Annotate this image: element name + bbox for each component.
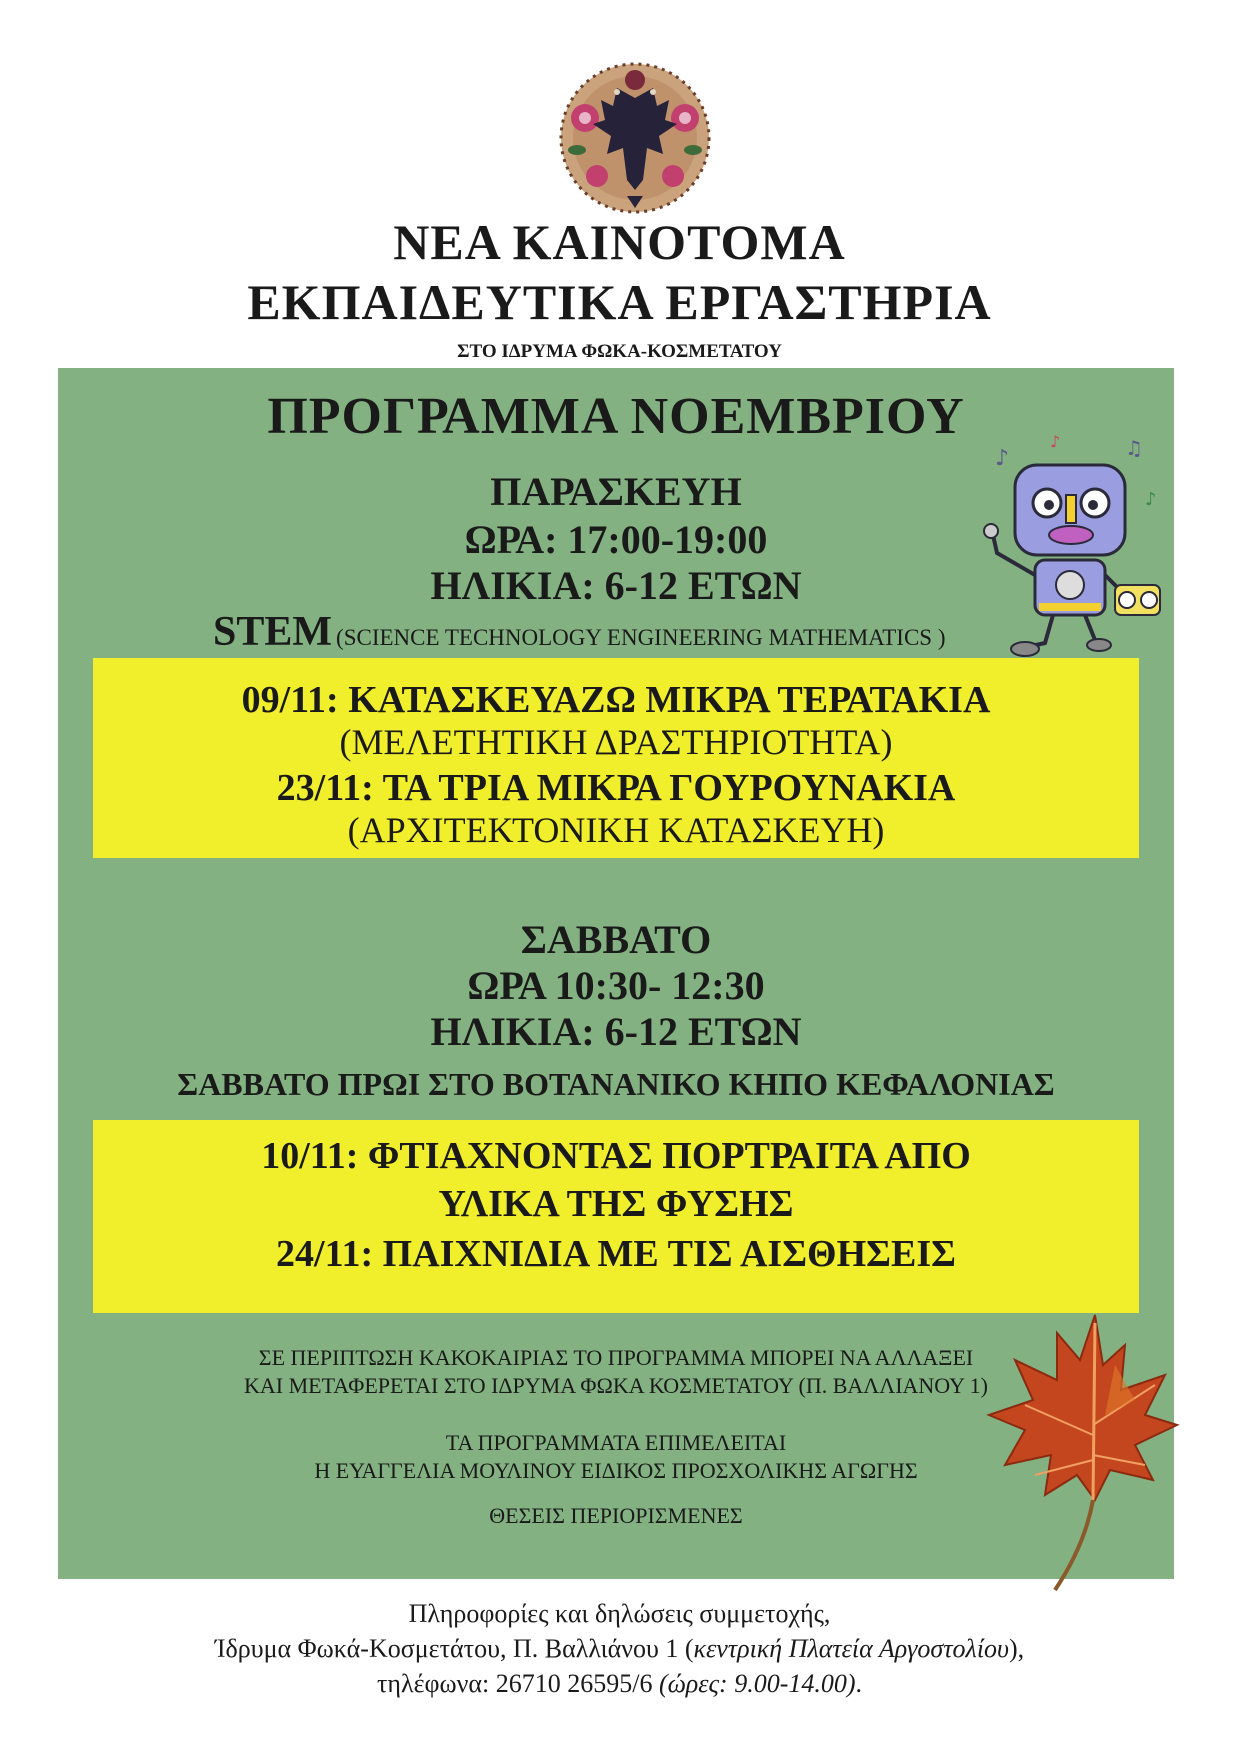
footer-line-2 — [0, 1632, 1239, 1665]
footer-hours: (ώρες: 9.00-14.00) — [658, 1669, 856, 1698]
stem-label: STEM — [213, 609, 333, 655]
weather-note-line-1: ΣΕ ΠΕΡΙΠΤΩΣΗ ΚΑΚΟΚΑΙΡΙΑΣ ΤΟ ΠΡΟΓΡΑΜΜΑ ΜΠΟΡΕΙ ΝΑ ΑΛΛΑΞΕΙ — [258, 1345, 974, 1370]
friday-time: ΩΡΑ: 17:00-19:00 — [464, 517, 768, 562]
title-line-1: ΝΕΑ ΚΑΙΝΟΤΟΜΑ — [393, 214, 846, 270]
friday-day: ΠΑΡΑΣΚΕΥΗ — [490, 469, 742, 514]
footer-phone: τηλέφωνα: 26710 26595/6 — [376, 1669, 659, 1698]
curator-line-2: Η ΕΥΑΓΓΕΛΙΑ ΜΟΥΛΙΝΟΥ ΕΙΔΙΚΟΣ ΠΡΟΣΧΟΛΙΚΗΣ ΑΓΩΓΗΣ — [314, 1458, 918, 1483]
friday-topic — [213, 608, 946, 656]
stem-detail: (SCIENCE TECHNOLOGY ENGINEERING MATHEMATICS ) — [336, 625, 946, 650]
saturday-day: ΣΑΒΒΑΤΟ — [520, 917, 712, 962]
friday-event-1-title: 09/11: ΚΑΤΑΣΚΕΥΑΖΩ ΜΙΚΡΑ ΤΕΡΑΤΑΚΙΑ — [241, 679, 991, 721]
footer-phone-end: . — [855, 1669, 863, 1698]
autumn-maple-leaf-icon — [985, 1305, 1180, 1595]
friday-event-2-subtitle: (ΑΡΧΙΤΕΚΤΟΝΙΚΗ ΚΑΤΑΣΚΕΥΗ) — [347, 810, 885, 850]
limited-seats: ΘΕΣΕΙΣ ΠΕΡΙΟΡΙΣΜΕΝΕΣ — [489, 1503, 743, 1528]
saturday-age: ΗΛΙΚΙΑ: 6-12 ΕΤΩΝ — [430, 1009, 802, 1054]
footer-address: Ίδρυμα Φωκά-Κοσμετάτου, Π. Βαλλιάνου 1 ( — [214, 1634, 694, 1663]
saturday-time: ΩΡΑ 10:30- 12:30 — [467, 963, 765, 1008]
svg-text:♪: ♪ — [995, 446, 1010, 471]
friday-age: ΗΛΙΚΙΑ: 6-12 ΕΤΩΝ — [430, 563, 802, 608]
svg-text:♪: ♪ — [1050, 435, 1061, 451]
saturday-event-1-title-line-1: 10/11: ΦΤΙΑΧΝΟΝΤΑΣ ΠΟΡΤΡΑΙΤΑ ΑΠΟ — [261, 1135, 971, 1177]
weather-note-line-2: ΚΑΙ ΜΕΤΑΦΕΡΕΤΑΙ ΣΤΟ ΙΔΡΥΜΑ ΦΩΚΑ ΚΟΣΜΕΤΑΤΟΥ (Π. ΒΑΛΛΙΑΝΟΥ 1) — [244, 1373, 988, 1398]
curator-line-1: ΤΑ ΠΡΟΓΡΑΜΜΑΤΑ ΕΠΙΜΕΛΕΙΤΑΙ — [445, 1430, 787, 1455]
svg-text:♫: ♫ — [1125, 436, 1143, 460]
subtitle: ΣΤΟ ΙΔΡΥΜΑ ΦΩΚΑ-ΚΟΣΜΕΤΑΤΟΥ — [457, 341, 782, 362]
title-line-2: ΕΚΠΑΙΔΕΥΤΙΚΑ ΕΡΓΑΣΤΗΡΙΑ — [247, 274, 992, 330]
program-heading: ΠΡΟΓΡΑΜΜΑ ΝΟΕΜΒΡΙΟΥ — [267, 388, 965, 445]
double-headed-eagle-crest-icon — [555, 58, 715, 218]
saturday-event-1-title-line-2: ΥΛΙΚΑ ΤΗΣ ΦΥΣΗΣ — [438, 1183, 794, 1225]
saturday-events-box — [93, 1120, 1139, 1313]
footer-line-1: Πληροφορίες και δηλώσεις συμμετοχής, — [408, 1599, 831, 1628]
saturday-event-2-title: 24/11: ΠΑΙΧΝΙΔΙΑ ΜΕ ΤΙΣ ΑΙΣΘΗΣΕΙΣ — [276, 1233, 956, 1275]
svg-text:♪: ♪ — [1145, 489, 1157, 510]
footer-line-3 — [0, 1667, 1239, 1700]
friday-event-1-subtitle: (ΜΕΛΕΤΗΤΙΚΗ ΔΡΑΣΤΗΡΙΟΤΗΤΑ) — [339, 722, 893, 762]
footer-address-note: κεντρική Πλατεία Αργοστολίου — [693, 1634, 1009, 1663]
friday-event-2-title: 23/11: ΤΑ ΤΡΙΑ ΜΙΚΡΑ ΓΟΥΡΟΥΝΑΚΙΑ — [276, 767, 956, 809]
dancing-robot-icon — [975, 435, 1165, 660]
footer-address-end: ), — [1008, 1634, 1025, 1663]
friday-events-box — [93, 658, 1139, 858]
saturday-topic: ΣΑΒΒΑΤΟ ΠΡΩΙ ΣΤΟ ΒΟΤΑΝΑΝΙΚΟ ΚΗΠΟ ΚΕΦΑΛΟΝΙΑΣ — [177, 1066, 1055, 1102]
